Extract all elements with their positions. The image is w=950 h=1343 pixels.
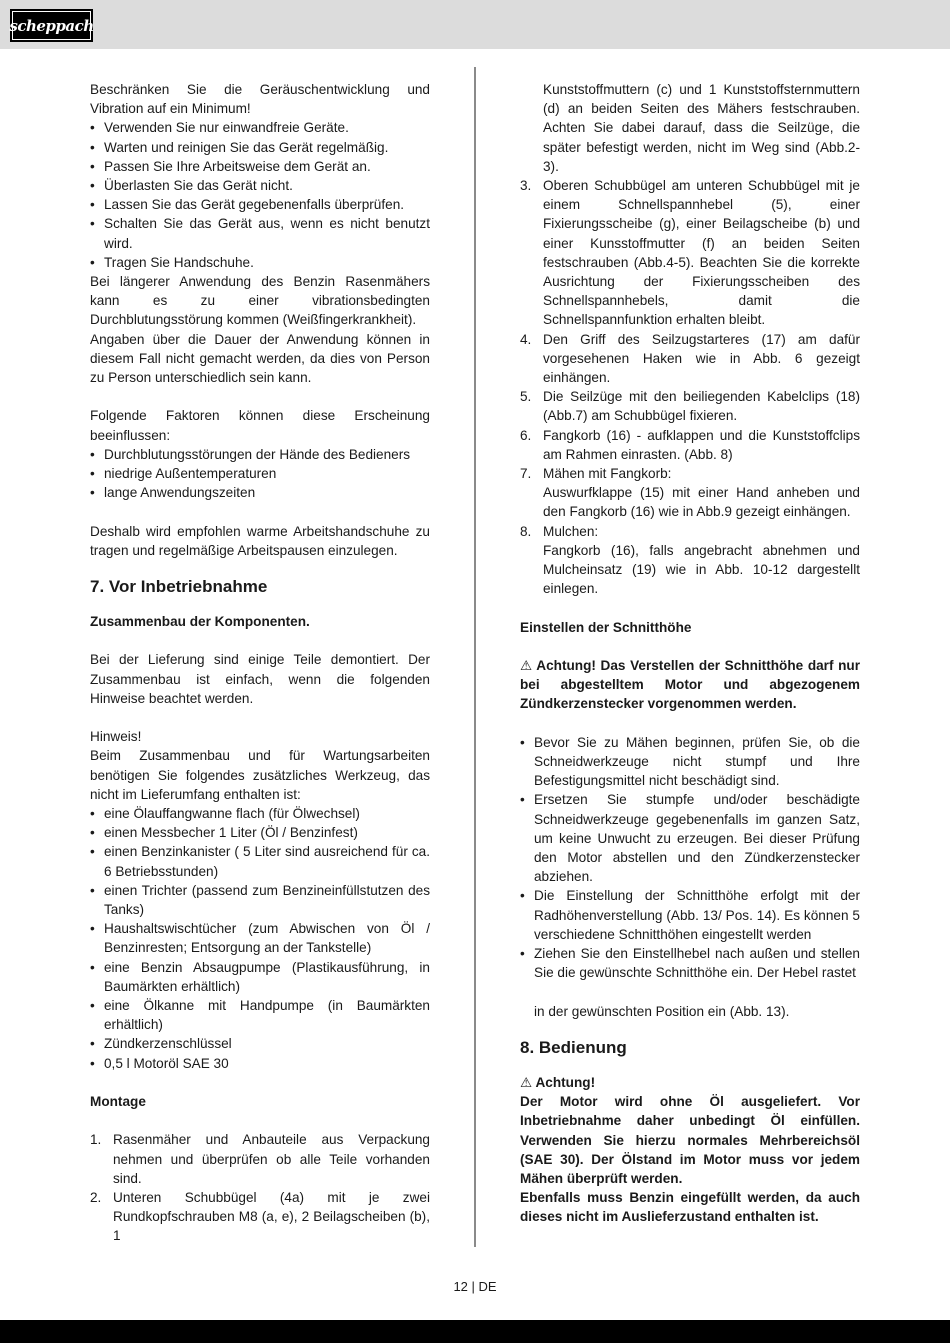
- paragraph: in der gewünschten Position ein (Abb. 13).: [534, 1003, 790, 1019]
- note-label: Hinweis!: [90, 729, 142, 745]
- footer-bar: [0, 1320, 950, 1343]
- list-item: • Lassen Sie das Gerät gegebenenfalls überprüfen.: [90, 197, 405, 213]
- left-column: [90, 80, 430, 1246]
- paragraph: Beschränken Sie die Geräuschentwicklung und Vibration auf ein Minimum!: [90, 82, 430, 117]
- list-item: • Überlasten Sie das Gerät nicht.: [90, 178, 293, 194]
- list-item: • Warten und reinigen Sie das Gerät regelmäßig.: [90, 139, 389, 155]
- list-item: • eine Ölauffangwanne flach (für Ölwechsel): [90, 806, 360, 822]
- bullet-list: [520, 733, 860, 983]
- section-heading: 7. Vor Inbetriebnahme: [90, 577, 268, 597]
- paragraph: Angaben über die Dauer der Anwendung können in diesem Fall nicht gemacht werden, da dies von Person zu Person unterschiedlich sein kann.: [90, 331, 430, 386]
- list-item: • Passen Sie Ihre Arbeitsweise dem Gerät an.: [90, 158, 371, 174]
- warning-paragraph: Ebenfalls muss Benzin eingefüllt werden, da auch dieses nicht im Auslieferzustand enthalten ist.: [520, 1190, 860, 1225]
- list-item: • Die Einstellung der Schnitthöhe erfolgt mit der Radhöhenverstellung (Abb. 13/ Pos. 14). Es können 5 verschiedene Schnitthöhen eingestellt werden: [520, 888, 860, 942]
- numbered-list: [520, 176, 860, 483]
- column-divider: [474, 67, 476, 1247]
- list-item: 7. Mähen mit Fangkorb:: [520, 466, 672, 482]
- list-item: • einen Benzinkanister ( 5 Liter sind ausreichend für ca. 6 Betriebsstunden): [90, 844, 430, 879]
- warning-triangle-icon: ⚠: [520, 658, 533, 674]
- list-item: • niedrige Außentemperaturen: [90, 466, 277, 482]
- list-item: • Zündkerzenschlüssel: [90, 1036, 232, 1052]
- list-item: • Ersetzen Sie stumpfe und/oder beschädigte Schneidwerkzeuge gegebenenfalls im ganzen Satz, um keine Unwucht zu erzeugen. Bei dieser Prüfung den Motor abstellen und den Zündkerzenstecker abziehen.: [520, 792, 860, 885]
- list-item: 1. Rasenmäher und Anbauteile aus Verpackung nehmen und überprüfen ob alle Teile vorhanden sind.: [90, 1132, 430, 1186]
- section-heading: 8. Bedienung: [520, 1037, 627, 1057]
- list-item: • einen Trichter (passend zum Benzineinfüllstutzen des Tanks): [90, 882, 430, 918]
- list-item: 8. Mulchen:: [520, 523, 599, 539]
- warning-title: ⚠ Achtung!: [520, 1073, 860, 1092]
- list-item: • Ziehen Sie den Einstellhebel nach außen und stellen Sie die gewünschte Schnitthöhe ein. Der Hebel rastet: [520, 946, 860, 981]
- paragraph: Bei der Lieferung sind einige Teile demontiert. Der Zusammenbau ist einfach, wenn die folgenden Hinweise beachtet werden.: [90, 652, 430, 706]
- warning-triangle-icon: ⚠: [520, 1074, 533, 1090]
- right-column: [520, 80, 860, 1227]
- list-item: • Verwenden Sie nur einwandfreie Geräte.: [90, 120, 349, 136]
- list-item: • Haushaltswischtücher (zum Abwischen von Öl / Benzinresten; Entsorgung an der Tankstelle): [90, 921, 430, 956]
- list-item: • Durchblutungsstörungen der Hände des Bedieners: [90, 446, 411, 462]
- list-item: 3. Oberen Schubbügel am unteren Schubbügel mit je einem Schnellspannhebel (5), einer Fixierungsscheibe (g), einer Beilagscheibe (b) und einer Kunsstoffmutter (f) an beiden Seiten festschrauben (Abb.4-5). Beachten Sie die korrekte Ausrichtung der Fixierungsscheiben des Schnellspannhebels, damit die Schnellspannfunktion erhalten bleibt.: [520, 178, 860, 328]
- paragraph: Bei längerer Anwendung des Benzin Rasenmähers kann es zu einer vibrationsbedingten Durchblutungsstörung kommen (Weißfingerkrankheit).: [90, 274, 430, 328]
- list-item: • lange Anwendungszeiten: [90, 485, 256, 501]
- subheading: Zusammenbau der Komponenten.: [90, 614, 310, 630]
- subheading: Montage: [90, 1094, 146, 1110]
- list-item: • Bevor Sie zu Mähen beginnen, prüfen Sie, ob die Schneidwerkzeuge nicht stumpf und Ihre Befestigungsmittel nicht beschädigt sind.: [520, 734, 860, 789]
- list-item: 6. Fangkorb (16) - aufklappen und die Kunststoffclips am Rahmen einrasten. (Abb. 8): [520, 427, 860, 462]
- list-item: • eine Ölkanne mit Handpumpe (in Baumärkten erhältlich): [90, 998, 430, 1033]
- warning-paragraph: Der Motor wird ohne Öl ausgeliefert. Vor Inbetriebnahme daher unbedingt Öl einfüllen. Verwenden Sie hierzu normales Mehrbereichsöl (SAE 30). Der Ölstand im Motor muss vor jedem Mähen überprüft werden.: [520, 1094, 860, 1186]
- list-item: • 0,5 l Motoröl SAE 30: [90, 1055, 229, 1071]
- list-item: 5. Die Seilzüge mit den beiliegenden Kabelclips (18) (Abb.7) am Schubbügel fixieren.: [520, 389, 860, 424]
- list-item: • Schalten Sie das Gerät aus, wenn es nicht benutzt wird.: [90, 216, 430, 251]
- list-item: • Tragen Sie Handschuhe.: [90, 254, 254, 270]
- list-item: • einen Messbecher 1 Liter (Öl / Benzinfest): [90, 825, 358, 841]
- list-item: 4. Den Griff des Seilzugstarteres (17) am dafür vorgesehenen Haken wie in Abb. 6 gezeigt einhängen.: [520, 331, 860, 386]
- numbered-list: [520, 522, 860, 541]
- paragraph: Kunststoffmuttern (c) und 1 Kunststoffsternmuttern (d) an beiden Seiten des Mähers festschrauben. Achten Sie dabei darauf, dass die Seilzüge, die später befestigt werden, nicht im Weg sind (Abb.2-3).: [543, 82, 860, 174]
- warning-paragraph: ⚠ Achtung! Das Verstellen der Schnitthöhe darf nur bei abgestelltem Motor und abgezogenem Zündkerzenstecker vorgenommen werden.: [520, 658, 860, 712]
- numbered-list: [90, 1130, 430, 1245]
- brand-logo-text: scheppach: [12, 11, 91, 40]
- paragraph: Auswurfklappe (15) mit einer Hand anheben und den Fangkorb (16) wie in Abb.9 gezeigt einhängen.: [543, 485, 860, 520]
- subheading: Einstellen der Schnitthöhe: [520, 619, 692, 635]
- header-bar: [0, 0, 950, 49]
- brand-logo: [10, 9, 93, 42]
- bullet-list: [90, 118, 430, 272]
- paragraph: Beim Zusammenbau und für Wartungsarbeiten benötigen Sie folgendes zusätzliches Werkzeug, das nicht im Lieferumfang enthalten ist:: [90, 748, 430, 802]
- list-item: 2. Unteren Schubbügel (4a) mit je zwei Rundkopfschrauben M8 (a, e), 2 Beilagscheiben (b), 1: [90, 1190, 430, 1244]
- paragraph: Deshalb wird empfohlen warme Arbeitshandschuhe zu tragen und regelmäßige Arbeitspausen einzulegen.: [90, 523, 430, 558]
- page-number: 12 | DE: [453, 1279, 497, 1294]
- paragraph: Folgende Faktoren können diese Erscheinung beeinflussen:: [90, 408, 430, 443]
- bullet-list: [90, 804, 430, 1073]
- bullet-list: [90, 445, 430, 503]
- list-item: • eine Benzin Absaugpumpe (Plastikausführung, in Baumärkten erhältlich): [90, 959, 430, 994]
- paragraph: Fangkorb (16), falls angebracht abnehmen und Mulcheinsatz (19) wie in Abb. 10-12 dargestellt einlegen.: [543, 542, 860, 597]
